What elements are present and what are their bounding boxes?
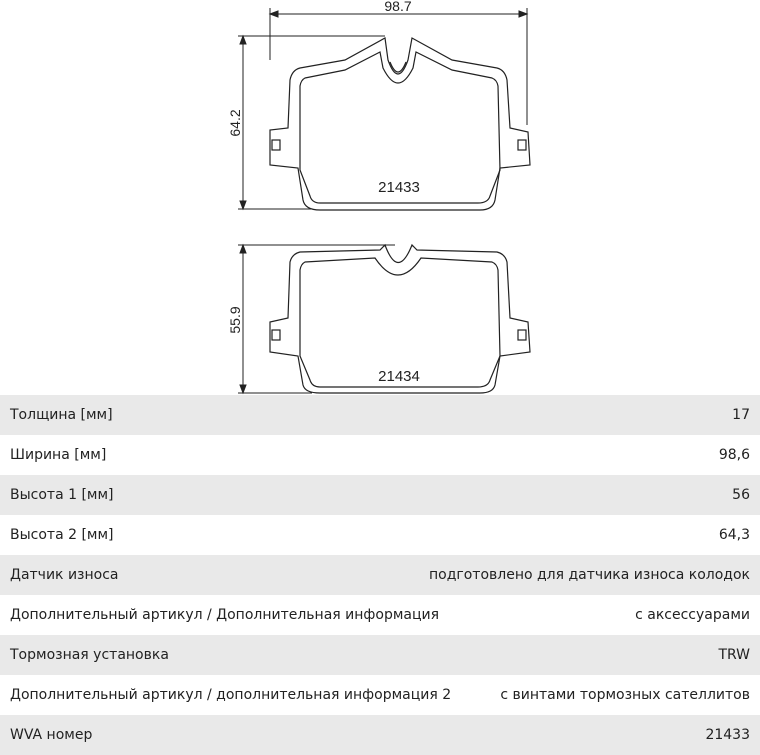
spec-value: TRW	[718, 647, 750, 663]
spec-value: 64,3	[718, 527, 750, 543]
bottom-height-dimension: 55.9	[227, 306, 243, 334]
spec-value: 17	[732, 407, 750, 423]
spec-label: Датчик износа	[10, 567, 119, 583]
spec-label: WVA номер	[10, 727, 93, 743]
spec-label: Ширина [мм]	[10, 447, 107, 463]
spec-row	[0, 555, 760, 595]
spec-value: 56	[732, 487, 750, 503]
specs-table	[0, 395, 760, 755]
spec-value: 21433	[705, 727, 750, 743]
spec-label: Высота 2 [мм]	[10, 527, 114, 543]
spec-label: Дополнительный артикул / Дополнительная информация	[10, 607, 440, 623]
spec-value: 98,6	[718, 447, 750, 463]
spec-value: с аксессуарами	[635, 607, 750, 623]
spec-row	[0, 675, 760, 715]
bottom-part-number: 21434	[378, 368, 420, 385]
top-part-number: 21433	[378, 179, 420, 196]
spec-row	[0, 595, 760, 635]
spec-value: с винтами тормозных сателлитов	[500, 687, 750, 703]
top-height-dimension: 64.2	[227, 109, 243, 137]
top-width-dimension: 98.7	[384, 0, 412, 14]
spec-value: подготовлено для датчика износа колодок	[428, 567, 750, 583]
spec-row	[0, 635, 760, 675]
spec-row	[0, 715, 760, 755]
spec-label: Толщина [мм]	[10, 407, 113, 423]
spec-row	[0, 435, 760, 475]
spec-row	[0, 515, 760, 555]
spec-row	[0, 395, 760, 435]
spec-label: Тормозная установка	[10, 647, 169, 663]
spec-row	[0, 475, 760, 515]
spec-label: Дополнительный артикул / дополнительная информация 2	[10, 687, 452, 703]
spec-label: Высота 1 [мм]	[10, 487, 114, 503]
